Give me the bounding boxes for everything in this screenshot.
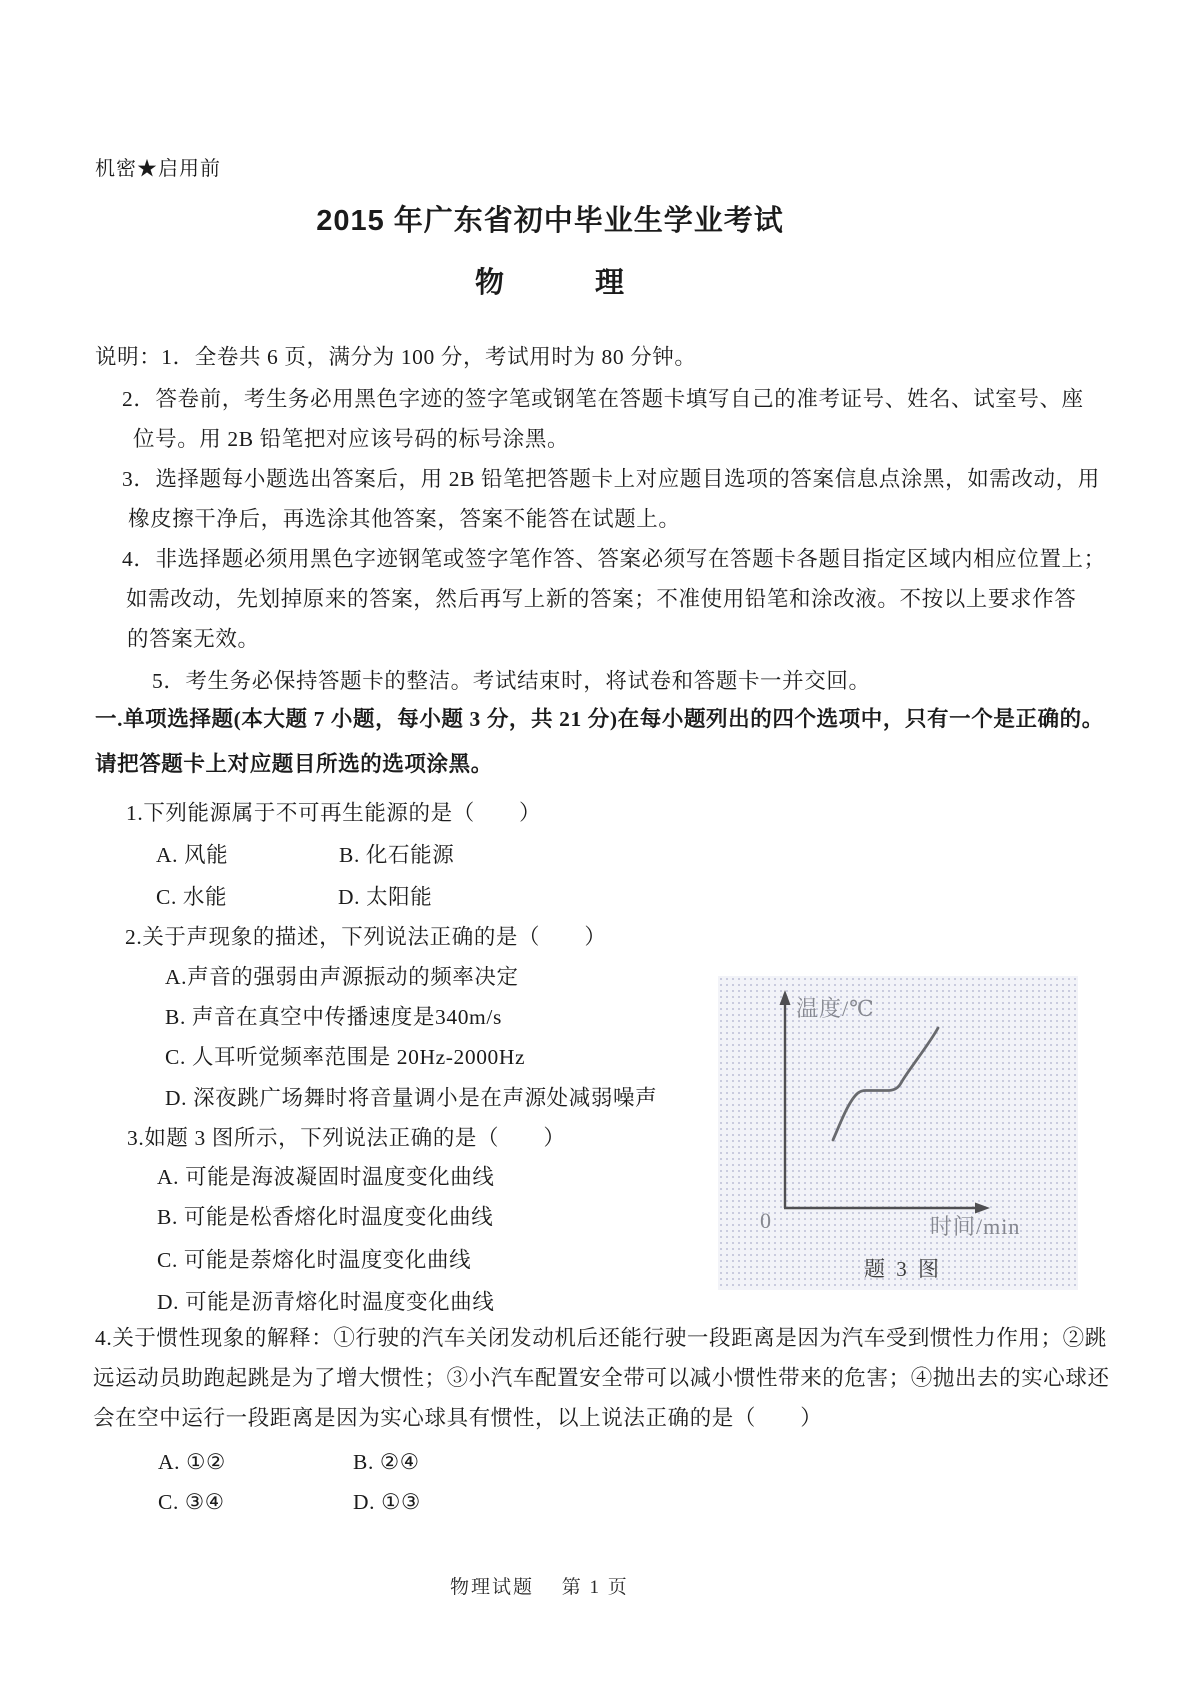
- confidential-label: 机密★启用前: [95, 158, 221, 180]
- notes-line-3: 位号。用 2B 铅笔把对应该号码的标号涂黑。: [133, 427, 570, 451]
- question-1-option-b: B. 化石能源: [339, 843, 455, 867]
- notes-line-4: 3．选择题每小题选出答案后，用 2B 铅笔把答题卡上对应题目选项的答案信息点涂黑，如需改动，用: [122, 467, 1100, 491]
- question-4-stem-line-1: 4.关于惯性现象的解释：①行驶的汽车关闭发动机后还能行驶一段距离是因为汽车受到惯性力作用；②跳: [95, 1326, 1107, 1350]
- origin-label: 0: [760, 1208, 772, 1233]
- question-4-option-c: C. ③④: [158, 1490, 225, 1514]
- notes-line-1: 说明：1．全卷共 6 页，满分为 100 分，考试用时为 80 分钟。: [95, 345, 697, 369]
- y-axis-label: 温度/℃: [796, 996, 875, 1021]
- question-1-option-c: C. 水能: [156, 885, 228, 909]
- y-axis-arrow-icon: [780, 990, 791, 1005]
- subject-title-row: [0, 260, 1100, 301]
- question-3-option-b: B. 可能是松香熔化时温度变化曲线: [157, 1205, 494, 1229]
- notes-line-9: 5．考生务必保持答题卡的整洁。考试结束时，将试卷和答题卡一并交回。: [152, 669, 871, 693]
- section-1-heading-cont: 请把答题卡上对应题目所选的选项涂黑。: [95, 752, 493, 776]
- question-4-stem-line-2: 远运动员助跑起跳是为了增大惯性；③小汽车配置安全带可以减小惯性带来的危害；④抛出去的实心球还: [93, 1366, 1110, 1390]
- question-2-option-a: A.声音的强弱由声源振动的频率决定: [165, 965, 519, 989]
- notes-line-5: 橡皮擦干净后，再选涂其他答案，答案不能答在试题上。: [128, 507, 681, 531]
- question-1-stem: 1.下列能源属于不可再生能源的是（ ）: [126, 801, 542, 825]
- figure-caption: 题 3 图: [864, 1257, 942, 1281]
- exam-title: 2015 年广东省初中毕业生学业考试: [316, 205, 784, 237]
- question-3-option-a: A. 可能是海波凝固时温度变化曲线: [157, 1165, 495, 1189]
- question-2-option-b: B. 声音在真空中传播速度是340m/s: [165, 1005, 502, 1029]
- x-axis-label: 时间/min: [930, 1214, 1021, 1239]
- question-2-option-c: C. 人耳听觉频率范围是 20Hz-2000Hz: [165, 1045, 526, 1069]
- notes-line-8: 的答案无效。: [127, 627, 260, 651]
- notes-line-7: 如需改动，先划掉原来的答案，然后再写上新的答案；不准使用铅笔和涂改液。不按以上要求作答: [126, 587, 1077, 611]
- temperature-curve: [833, 1028, 938, 1140]
- question-2-option-d: D. 深夜跳广场舞时将音量调小是在声源处减弱噪声: [165, 1086, 658, 1110]
- question-3-option-d: D. 可能是沥青熔化时温度变化曲线: [157, 1290, 495, 1314]
- section-1-heading: 一.单项选择题(本大题 7 小题，每小题 3 分，共 21 分)在每小题列出的四个选项中，只有一个是正确的。: [95, 707, 1104, 731]
- question-4-stem-line-3: 会在空中运行一段距离是因为实心球具有惯性，以上说法正确的是（ ）: [93, 1406, 823, 1430]
- figure-axes-plot: [718, 976, 1078, 1290]
- question-1-option-a: A. 风能: [156, 843, 229, 867]
- exam-title-row: [0, 198, 1100, 239]
- page-footer: 物理试题 第 1 页: [450, 1577, 629, 1598]
- question-4-option-d: D. ①③: [353, 1490, 421, 1514]
- question-1-option-d: D. 太阳能: [338, 885, 433, 909]
- question-3-stem: 3.如题 3 图所示，下列说法正确的是（ ）: [127, 1126, 566, 1150]
- question-3-option-c: C. 可能是萘熔化时温度变化曲线: [157, 1248, 472, 1272]
- question-4-option-b: B. ②④: [353, 1450, 420, 1474]
- notes-line-6: 4．非选择题必须用黑色字迹钢笔或签字笔作答、答案必须写在答题卡各题目指定区域内相应位置上；: [122, 547, 1106, 571]
- question-4-option-a: A. ①②: [158, 1450, 226, 1474]
- subject-title: 物 理: [474, 267, 625, 299]
- notes-line-2: 2．答卷前，考生务必用黑色字迹的签字笔或钢笔在答题卡填写自己的准考证号、姓名、试室号、座: [122, 387, 1084, 411]
- question-2-stem: 2.关于声现象的描述，下列说法正确的是（ ）: [125, 925, 607, 949]
- figure-question-3: [718, 976, 1078, 1290]
